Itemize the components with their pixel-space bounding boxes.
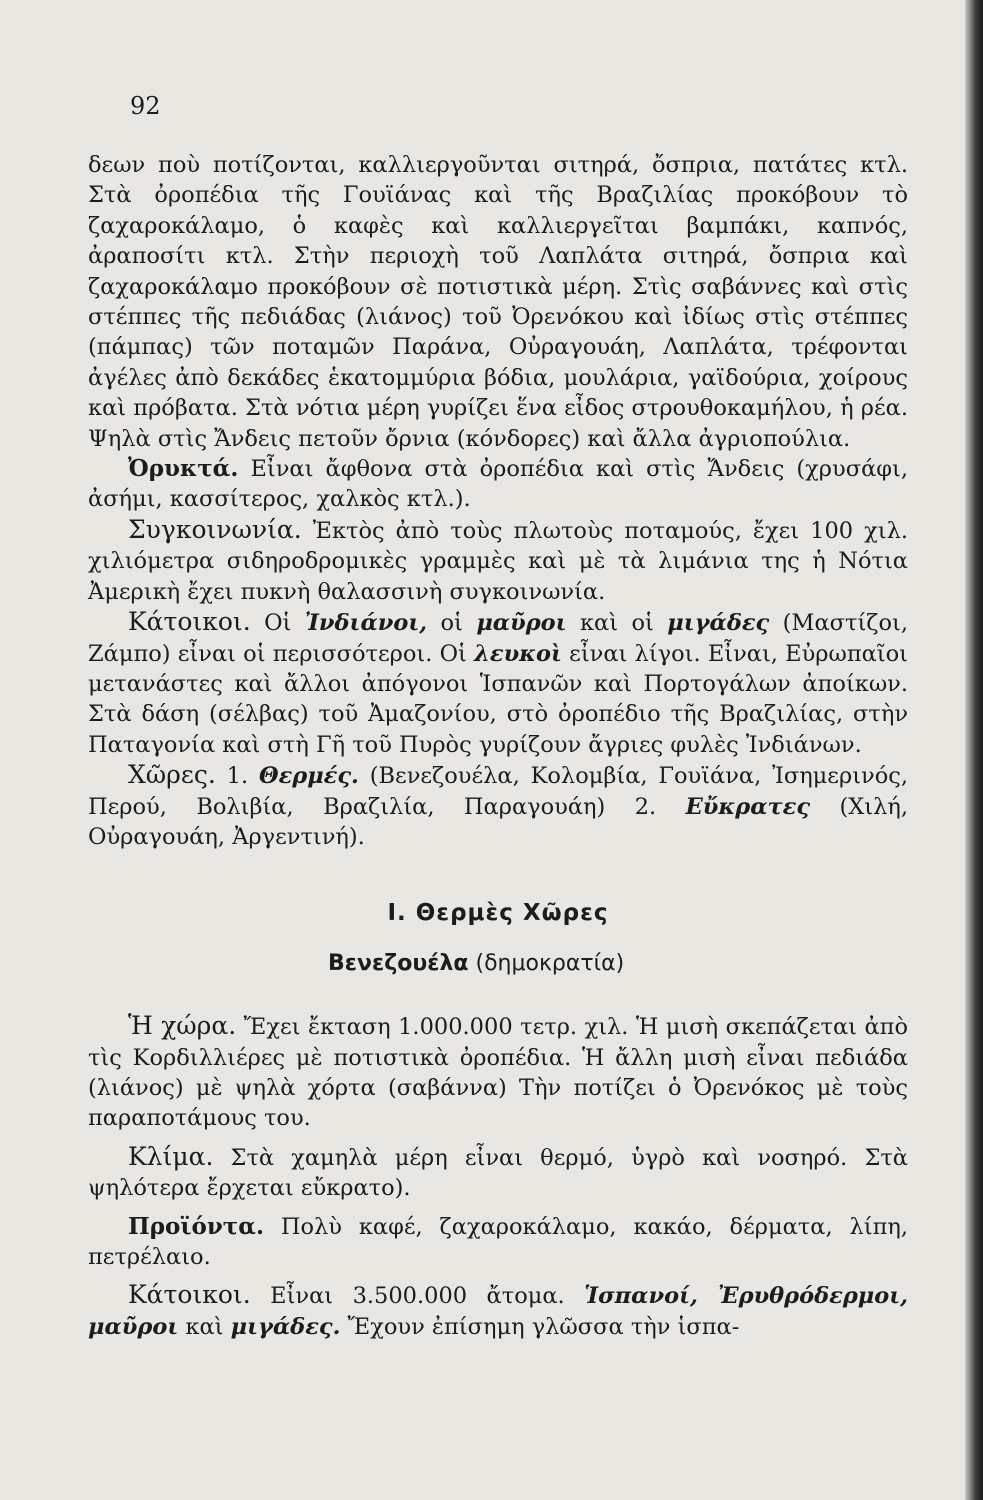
text-run: Εἶναι 3.500.000 ἄτομα. xyxy=(250,1283,585,1310)
paragraph-lead: Προϊόντα. xyxy=(128,1212,264,1240)
text-run: καὶ οἱ xyxy=(566,610,668,637)
page-number: 92 xyxy=(130,92,161,120)
paragraph-text: Ἐκτὸς ἀπὸ τοὺς πλωτοὺς ποταμούς, ἔχει 100 χιλ. χιλιόμετρα σιδηροδρομικὲς γραμμὲς καὶ μὲ τὰ λιμάνια της ἡ Νότια Ἀμερικὴ ἔχει πυκνὴ θαλασσινὴ συγκοινωνία. xyxy=(88,517,908,605)
paragraph-climate xyxy=(88,1142,908,1204)
paragraph-venezuela-inhabitants xyxy=(88,1280,908,1342)
text-run: 1. xyxy=(215,763,259,790)
term-mixed: μιγάδες. xyxy=(230,1313,341,1340)
text-run: (Χιλή, Οὐραγουάη, Ἀργεντινή). xyxy=(88,793,908,850)
country-type: (δημοκρατία) xyxy=(475,950,625,976)
section-title: Ι. Θερμὲς Χῶρες xyxy=(387,900,609,927)
text-run: Οἱ xyxy=(250,610,305,637)
paragraph-text: Πολὺ καφέ, ζαχαροκάλαμο, κακάο, δέρματα, λίπη, πετρέλαιο. xyxy=(88,1213,908,1270)
term-indians: Ἰνδιάνοι, xyxy=(304,610,428,637)
paragraph-text: δεων ποὺ ποτίζονται, καλλιεργοῦνται σιτηρά, ὄσπρια, πατάτες κτλ. Στὰ ὀροπέδια τῆς Γουϊάνας καὶ τῆς Βραζιλίας προκόβουν τὸ ζαχαροκάλαμο, ὁ καφὲς καὶ καλλιεργεῖται βαμπάκι, καπνός, ἀραποσίτι κτλ. Στὴν περιοχὴ τοῦ Λαπλάτα σιτηρά, ὄσπρια καὶ ζαχαροκάλαμο προκόβουν σὲ ποτιστικὰ μέρη. Στὶς σαβάννες καὶ στὶς στέππες τῆς πεδιάδας (λιάνος) τοῦ Ὀρενόκου καὶ ἰδίως στὶς στέππες (πάμπας) τῶν ποταμῶν Παράνα, Οὐραγουάη, Λαπλάτα, τρέφονται ἀγέλες ἀπὸ δεκάδες ἑκατομμύρια βόδια, μουλάρια, γαϊδούρια, χοίρους καὶ πρόβατα. Στὰ νότια μέρη γυρίζει ἕνα εἶδος στρουθοκαμήλου, ἡ ρέα. Ψηλὰ στὶς Ἄνδεις πετοῦν ὄρνια (κόνδορες) καὶ ἄλλα ἀγριοπούλια. xyxy=(88,152,908,452)
paragraph-lead: Ὀρυκτά. xyxy=(128,455,239,483)
paragraph-lead: Κλίμα. xyxy=(128,1141,214,1171)
paragraph-vegetation xyxy=(88,150,908,454)
page-edge-shadow xyxy=(965,0,983,1500)
term-blacks: μαῦροι xyxy=(476,610,567,637)
term-peoples: Ἱσπανοί, Ἐρυθρόδερμοι, μαῦροι xyxy=(88,1283,909,1340)
paragraph-countries xyxy=(88,760,908,852)
text-run: (Βενεζουέλα, Κολομβία, Γουϊάνα, Ἰσημερινός, Περού, Βολιβία, Βραζιλία, Παραγουάη) 2. xyxy=(88,763,908,820)
paragraph-inhabitants xyxy=(88,607,908,760)
paragraph-text: Εἶναι ἄφθονα στὰ ὀροπέδια καὶ στὶς Ἄνδεις (χρυσάφι, ἀσήμι, κασσίτερος, χαλκὸς κτλ.). xyxy=(88,456,908,513)
text-run: Ἔχουν ἐπίσημη γλῶσσα τὴν ἱσπα- xyxy=(340,1313,740,1340)
paragraph-lead: Χῶρες. xyxy=(128,760,216,790)
paragraph-communication xyxy=(88,515,908,607)
paragraph-lead: Κάτοικοι. xyxy=(128,1280,251,1310)
paragraph-products xyxy=(88,1212,908,1273)
paragraph-minerals xyxy=(88,454,908,515)
paragraph-lead: Ἡ χώρα. xyxy=(128,1011,237,1041)
paragraph-lead: Κάτοικοι. xyxy=(128,607,251,637)
term-hot: Θερμές. xyxy=(258,763,359,790)
paragraph-land xyxy=(88,1011,908,1134)
country-name: Βενεζουέλα xyxy=(328,950,469,976)
term-mixed: μιγάδες xyxy=(667,610,770,637)
paragraph-text: Ἔχει ἔκταση 1.000.000 τετρ. χιλ. Ἡ μισὴ σκεπάζεται ἀπὸ τὶς Κορδιλλιέρες μὲ ποτιστικὰ ὀροπέδια. Ἡ ἄλλη μισὴ εἶναι πεδιάδα (λιάνος) μὲ ψηλὰ χόρτα (σαβάννα) Τὴν ποτίζει ὁ Ὀρενόκος μὲ τοὺς παραποτάμους του. xyxy=(88,1014,908,1132)
text-run: οἱ xyxy=(427,610,477,637)
text-run: εἶναι λίγοι. Εἶναι, Εὐρωπαῖοι μετανάστες καὶ ἄλλοι ἀπόγονοι Ἱσπανῶν καὶ Πορτογάλων ἀποίκων. Στὰ δάση (σέλβας) τοῦ Ἀμαζονίου, στὸ ὀροπέδιο τῆς Βραζιλίας, στὴν Παταγονία καὶ στὴ Γῆ τοῦ Πυρὸς γυρίζουν ἄγριες φυλὲς Ἰνδιάνων. xyxy=(88,640,908,758)
term-whites: λευκοὶ xyxy=(474,640,562,667)
paragraph-lead: Συγκοινωνία. xyxy=(128,514,302,544)
term-temperate: Εὔκρατες xyxy=(685,793,811,820)
text-run: (Μαστίζοι, Ζάμπο) εἶναι οἱ περισσότεροι. Οἱ xyxy=(88,610,908,667)
paragraph-text: Στὰ χαμηλὰ μέρη εἶναι θερμό, ὑγρὸ καὶ νοσηρό. Στὰ ψηλότερα ἔρχεται εὔκρατο). xyxy=(88,1144,908,1202)
country-title xyxy=(88,949,908,979)
text-run: καὶ xyxy=(178,1313,231,1340)
page-body xyxy=(88,150,908,1342)
